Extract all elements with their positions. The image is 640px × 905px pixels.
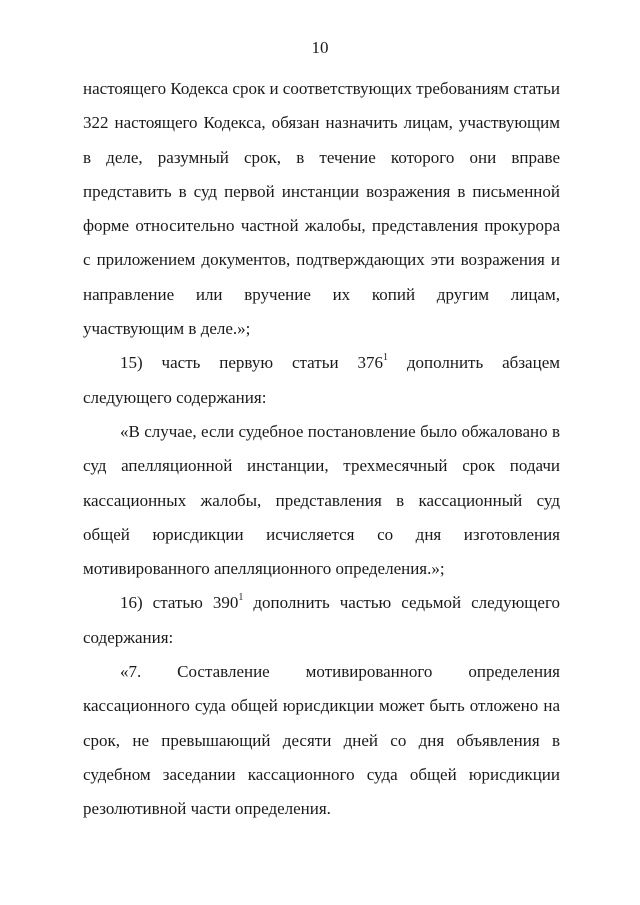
page-number: 10 xyxy=(311,38,329,57)
item-16-text-start: 16) статью 390 xyxy=(120,593,239,613)
item-16-superscript: 1 xyxy=(238,591,244,603)
paragraph-item-15 xyxy=(83,346,560,415)
paragraph-quoted-part-7: «7. Составление мотивированного определения кассационного суда общей юрисдикции может быть отложено на срок, не превышающий десяти дней со дня объявления в судебном заседании кассационного суда общей юрисдикции резолютивной части определения. xyxy=(83,662,560,819)
item-15-text-start: 15) часть первую статьи 376 xyxy=(120,353,383,373)
paragraph-continuation: настоящего Кодекса срок и соответствующих требованиям статьи 322 настоящего Кодекса, обязан назначить лицам, участвующим в деле, разумный срок, в течение которого они вправе представить в суд первой инстанции возражения в письменной форме относительно частной жалобы, представления прокурора с приложением документов, подтверждающих эти возражения и направление или вручение их копий другим лицам, участвующим в деле.»; xyxy=(83,79,560,339)
paragraph-item-16 xyxy=(83,586,560,655)
item-16-text-end: дополнить частью седьмой следующего содержания: xyxy=(83,593,560,647)
document-body xyxy=(83,72,560,827)
item-15-superscript: 1 xyxy=(382,351,388,363)
item-15-text-end: дополнить абзацем следующего содержания: xyxy=(83,353,560,407)
paragraph-quoted-cassation: «В случае, если судебное постановление было обжаловано в суд апелляционной инстанции, трехмесячный срок подачи кассационных жалобы, представления в кассационный суд общей юрисдикции исчисляется со дня изготовления мотивированного апелляционного определения.»; xyxy=(83,421,560,579)
